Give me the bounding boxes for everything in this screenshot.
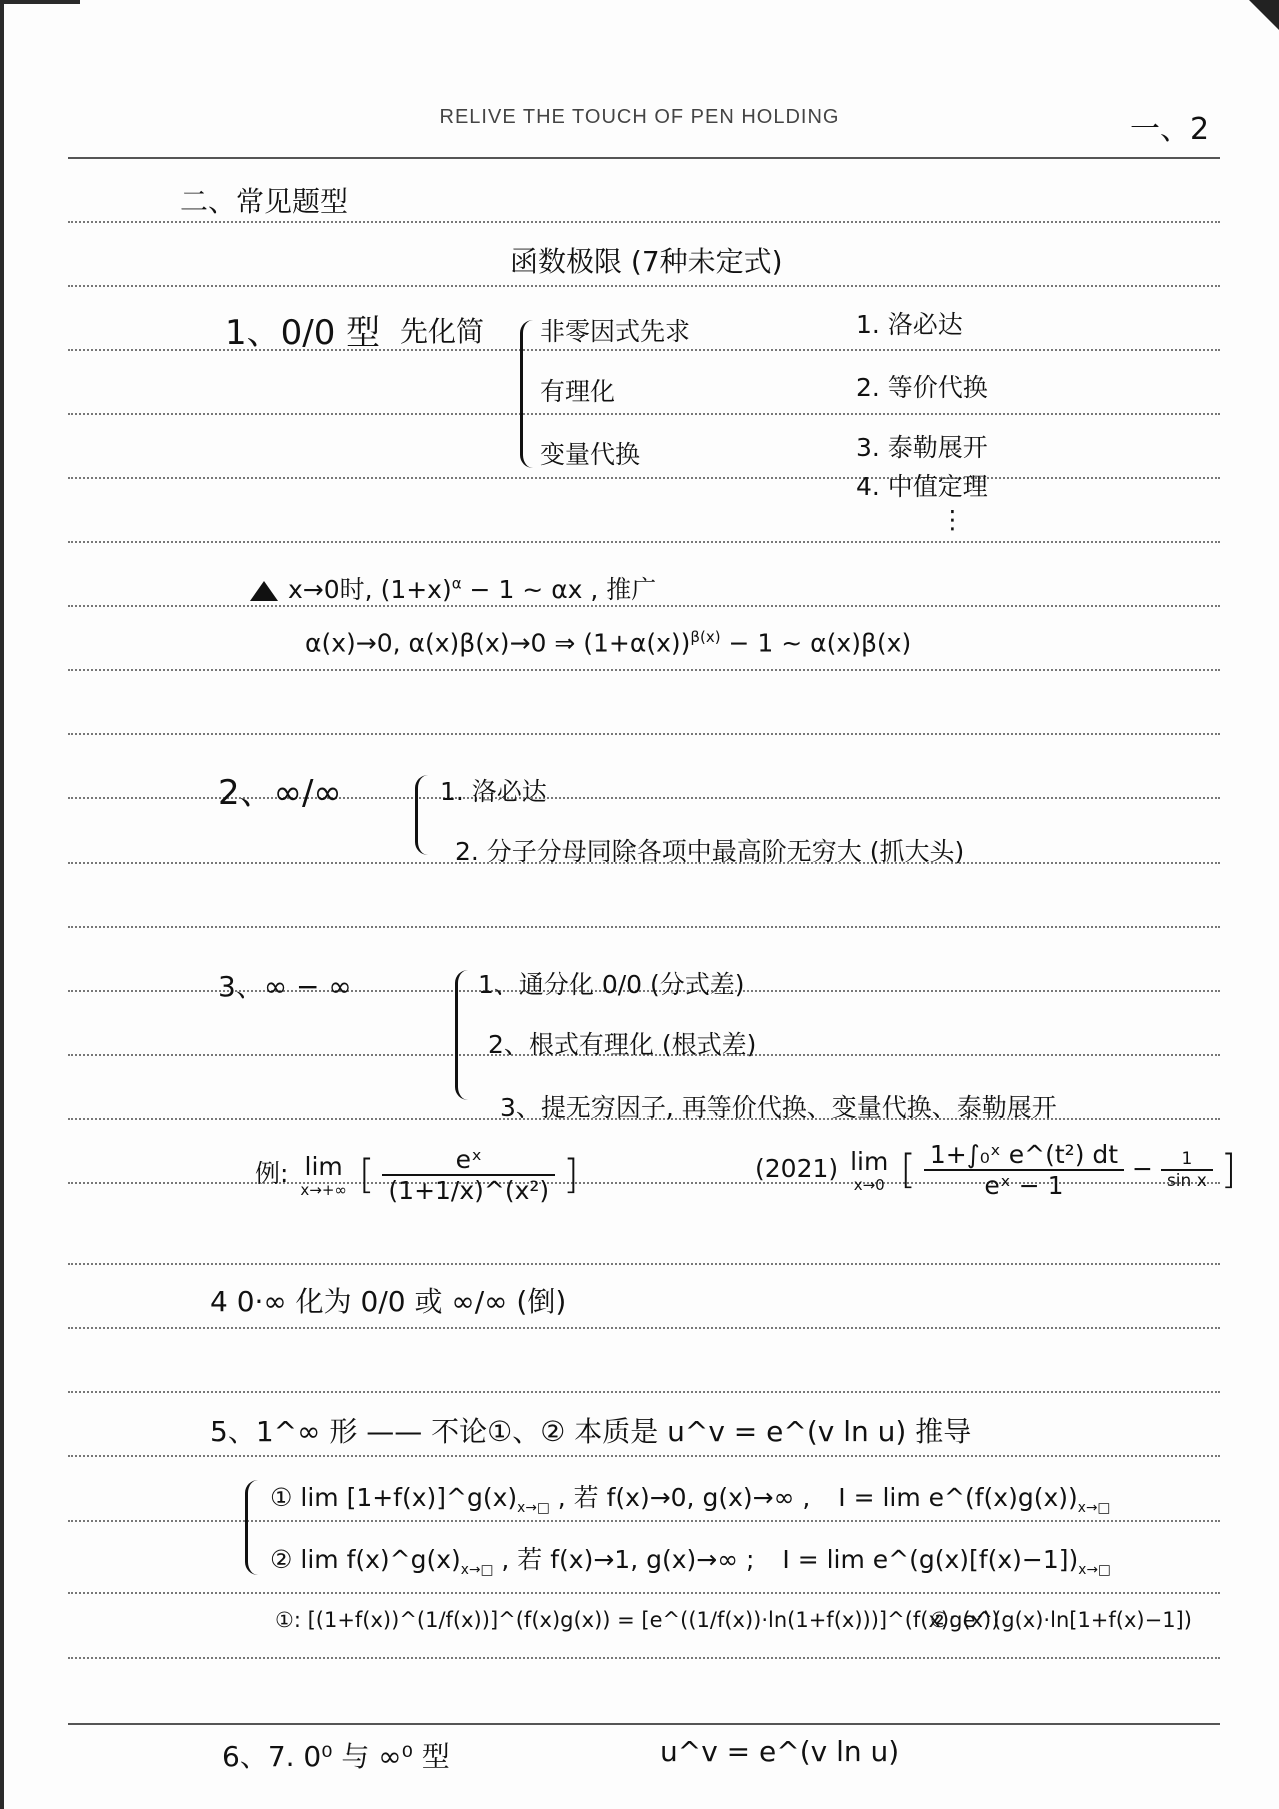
- case-expr: lim f(x)^g(x): [300, 1545, 461, 1574]
- lim-subscript: x→□: [517, 1500, 550, 1516]
- type1-simplify-item: 变量代换: [540, 440, 641, 469]
- type3-label: 3、∞ − ∞: [218, 970, 352, 1003]
- lim-subscript: x→□: [1077, 1500, 1111, 1516]
- note-condition: x→0时,: [288, 575, 373, 604]
- ruled-line: [68, 221, 1220, 223]
- ruled-line: [68, 413, 1220, 415]
- note2-base: (1+α(x)): [583, 628, 691, 658]
- bracket-open: [: [900, 1147, 916, 1193]
- lim-text: lim: [304, 1151, 343, 1181]
- bracket-close: ]: [1220, 1147, 1237, 1193]
- lim-subscript: x→+∞: [300, 1180, 347, 1199]
- ruled-line: [68, 669, 1220, 671]
- note-expr: (1+x): [380, 575, 452, 604]
- bracket-close: ]: [563, 1152, 579, 1198]
- brace: [520, 320, 533, 468]
- ruled-line: [68, 1455, 1220, 1457]
- ruled-line: [68, 1327, 1220, 1329]
- type2-item: 1. 洛必达: [440, 777, 547, 806]
- type4-label: 4 0·∞ 化为 0/0 或 ∞/∞ (倒): [210, 1285, 567, 1318]
- type1-method: 1. 洛必达: [856, 310, 963, 339]
- case-expr: lim [1+f(x)]^g(x): [300, 1483, 518, 1512]
- note2-exponent: β(x): [690, 628, 721, 646]
- limit-operator: [300, 1152, 347, 1199]
- ruled-line: [68, 477, 1220, 479]
- example-1: [255, 1145, 579, 1205]
- top-rule: [68, 157, 1220, 159]
- case-marker: ①: [270, 1483, 293, 1512]
- ruled-line: [68, 1520, 1220, 1522]
- note2-condition: α(x)→0, α(x)β(x)→0 ⇒: [305, 628, 584, 658]
- lim-text: lim: [850, 1146, 889, 1176]
- ruled-line: [68, 1657, 1220, 1659]
- lim-subscript: x→□: [1078, 1562, 1111, 1578]
- type1-label: 1、0/0 型: [225, 313, 381, 353]
- case-marker: ②: [270, 1545, 293, 1574]
- ruled-line: [68, 926, 1220, 928]
- case-condition: , 若 f(x)→1, g(x)→∞ ;: [501, 1545, 755, 1574]
- triangle-bullet-icon: [250, 581, 278, 601]
- note-rest: − 1 ~ αx , 推广: [461, 575, 657, 604]
- limit-operator: [850, 1147, 888, 1194]
- numerator: eˣ: [382, 1145, 555, 1176]
- type2-item: 2. 分子分母同除各项中最高阶无穷大 (抓大头): [455, 837, 965, 866]
- example-2: [755, 1140, 1236, 1200]
- bracket-open: [: [358, 1152, 375, 1198]
- ruled-line: [68, 733, 1220, 735]
- type1-simplify-item: 非零因式先求: [540, 317, 691, 346]
- bottom-rule: [68, 1723, 1220, 1725]
- case-result: I = lim e^(f(x)g(x)): [838, 1483, 1078, 1512]
- type5-case1: [270, 1478, 1110, 1516]
- ruled-line: [68, 541, 1220, 543]
- type3-item: 2、根式有理化 (根式差): [488, 1030, 757, 1059]
- lim-subscript: x→0: [853, 1175, 885, 1194]
- type67-formula: u^v = e^(v ln u): [660, 1735, 900, 1768]
- page-number: 一、2: [1130, 112, 1210, 147]
- type67-label: 6、7. 0⁰ 与 ∞⁰ 型: [222, 1740, 450, 1773]
- type1-method: 3. 泰勒展开: [856, 433, 988, 462]
- minus-sign: −: [1132, 1154, 1153, 1183]
- type5-label: 5、1^∞ 形 —— 不论①、② 本质是 u^v = e^(v ln u) 推导: [210, 1415, 972, 1448]
- denominator: eˣ − 1: [984, 1171, 1064, 1200]
- type1-prefix: 先化简: [400, 315, 485, 348]
- type2-label: 2、∞/∞: [218, 773, 342, 813]
- type1-method: 2. 等价代换: [856, 373, 988, 402]
- section-heading: 二、常见题型: [180, 185, 349, 218]
- type3-item: 1、通分化 0/0 (分式差): [478, 970, 745, 999]
- type3-item: 3、提无穷因子, 再等价代换、变量代换、泰勒展开: [500, 1093, 1057, 1122]
- type5-case2: [270, 1540, 1111, 1578]
- lim-subscript: x→□: [460, 1562, 494, 1578]
- note-line2: [305, 628, 911, 657]
- ruled-line: [68, 1592, 1220, 1594]
- ruled-line: [68, 285, 1220, 287]
- case-result: I = lim e^(g(x)[f(x)−1]): [782, 1545, 1079, 1574]
- brace: [245, 1480, 258, 1575]
- case-condition: , 若 f(x)→0, g(x)→∞ ,: [557, 1483, 811, 1512]
- type5-derivation-2: ②: e^(g(x)·ln[1+f(x)−1]): [930, 1608, 1192, 1632]
- fraction: [382, 1145, 555, 1205]
- type1-method: 4. 中值定理: [856, 472, 988, 501]
- denominator: sin x: [1166, 1171, 1207, 1191]
- topic-title: 函数极限 (7种未定式): [510, 245, 783, 278]
- note-line1: [250, 570, 656, 606]
- corner-shadow: [1249, 0, 1279, 30]
- numerator: 1: [1161, 1149, 1213, 1171]
- example-label: 例:: [255, 1159, 289, 1188]
- numerator: 1+∫₀ˣ e^(t²) dt: [924, 1140, 1124, 1171]
- brace: [455, 970, 468, 1100]
- page-edge-left: [0, 0, 4, 1809]
- ruled-line: [68, 1391, 1220, 1393]
- note-exponent: α: [451, 574, 462, 593]
- note2-rest: − 1 ~ α(x)β(x): [720, 628, 912, 658]
- type1-method-ellipsis: ⋮: [940, 505, 965, 534]
- fraction: [1161, 1149, 1213, 1191]
- notebook-header-title: RELIVE THE TOUCH OF PEN HOLDING: [439, 106, 840, 128]
- ruled-line: [68, 1263, 1220, 1265]
- type1-simplify-item: 有理化: [540, 377, 616, 406]
- page-edge-top: [0, 0, 80, 4]
- type5-derivation-1: ①: [(1+f(x))^(1/f(x))]^(f(x)g(x)) = [e^((1/f(x))·ln(1+f(x)))]^(f(x)g(x)): [275, 1608, 1000, 1632]
- example-year: (2021): [755, 1154, 839, 1183]
- denominator: (1+1/x)^(x²): [388, 1176, 550, 1205]
- brace: [415, 775, 428, 855]
- fraction: [924, 1140, 1124, 1200]
